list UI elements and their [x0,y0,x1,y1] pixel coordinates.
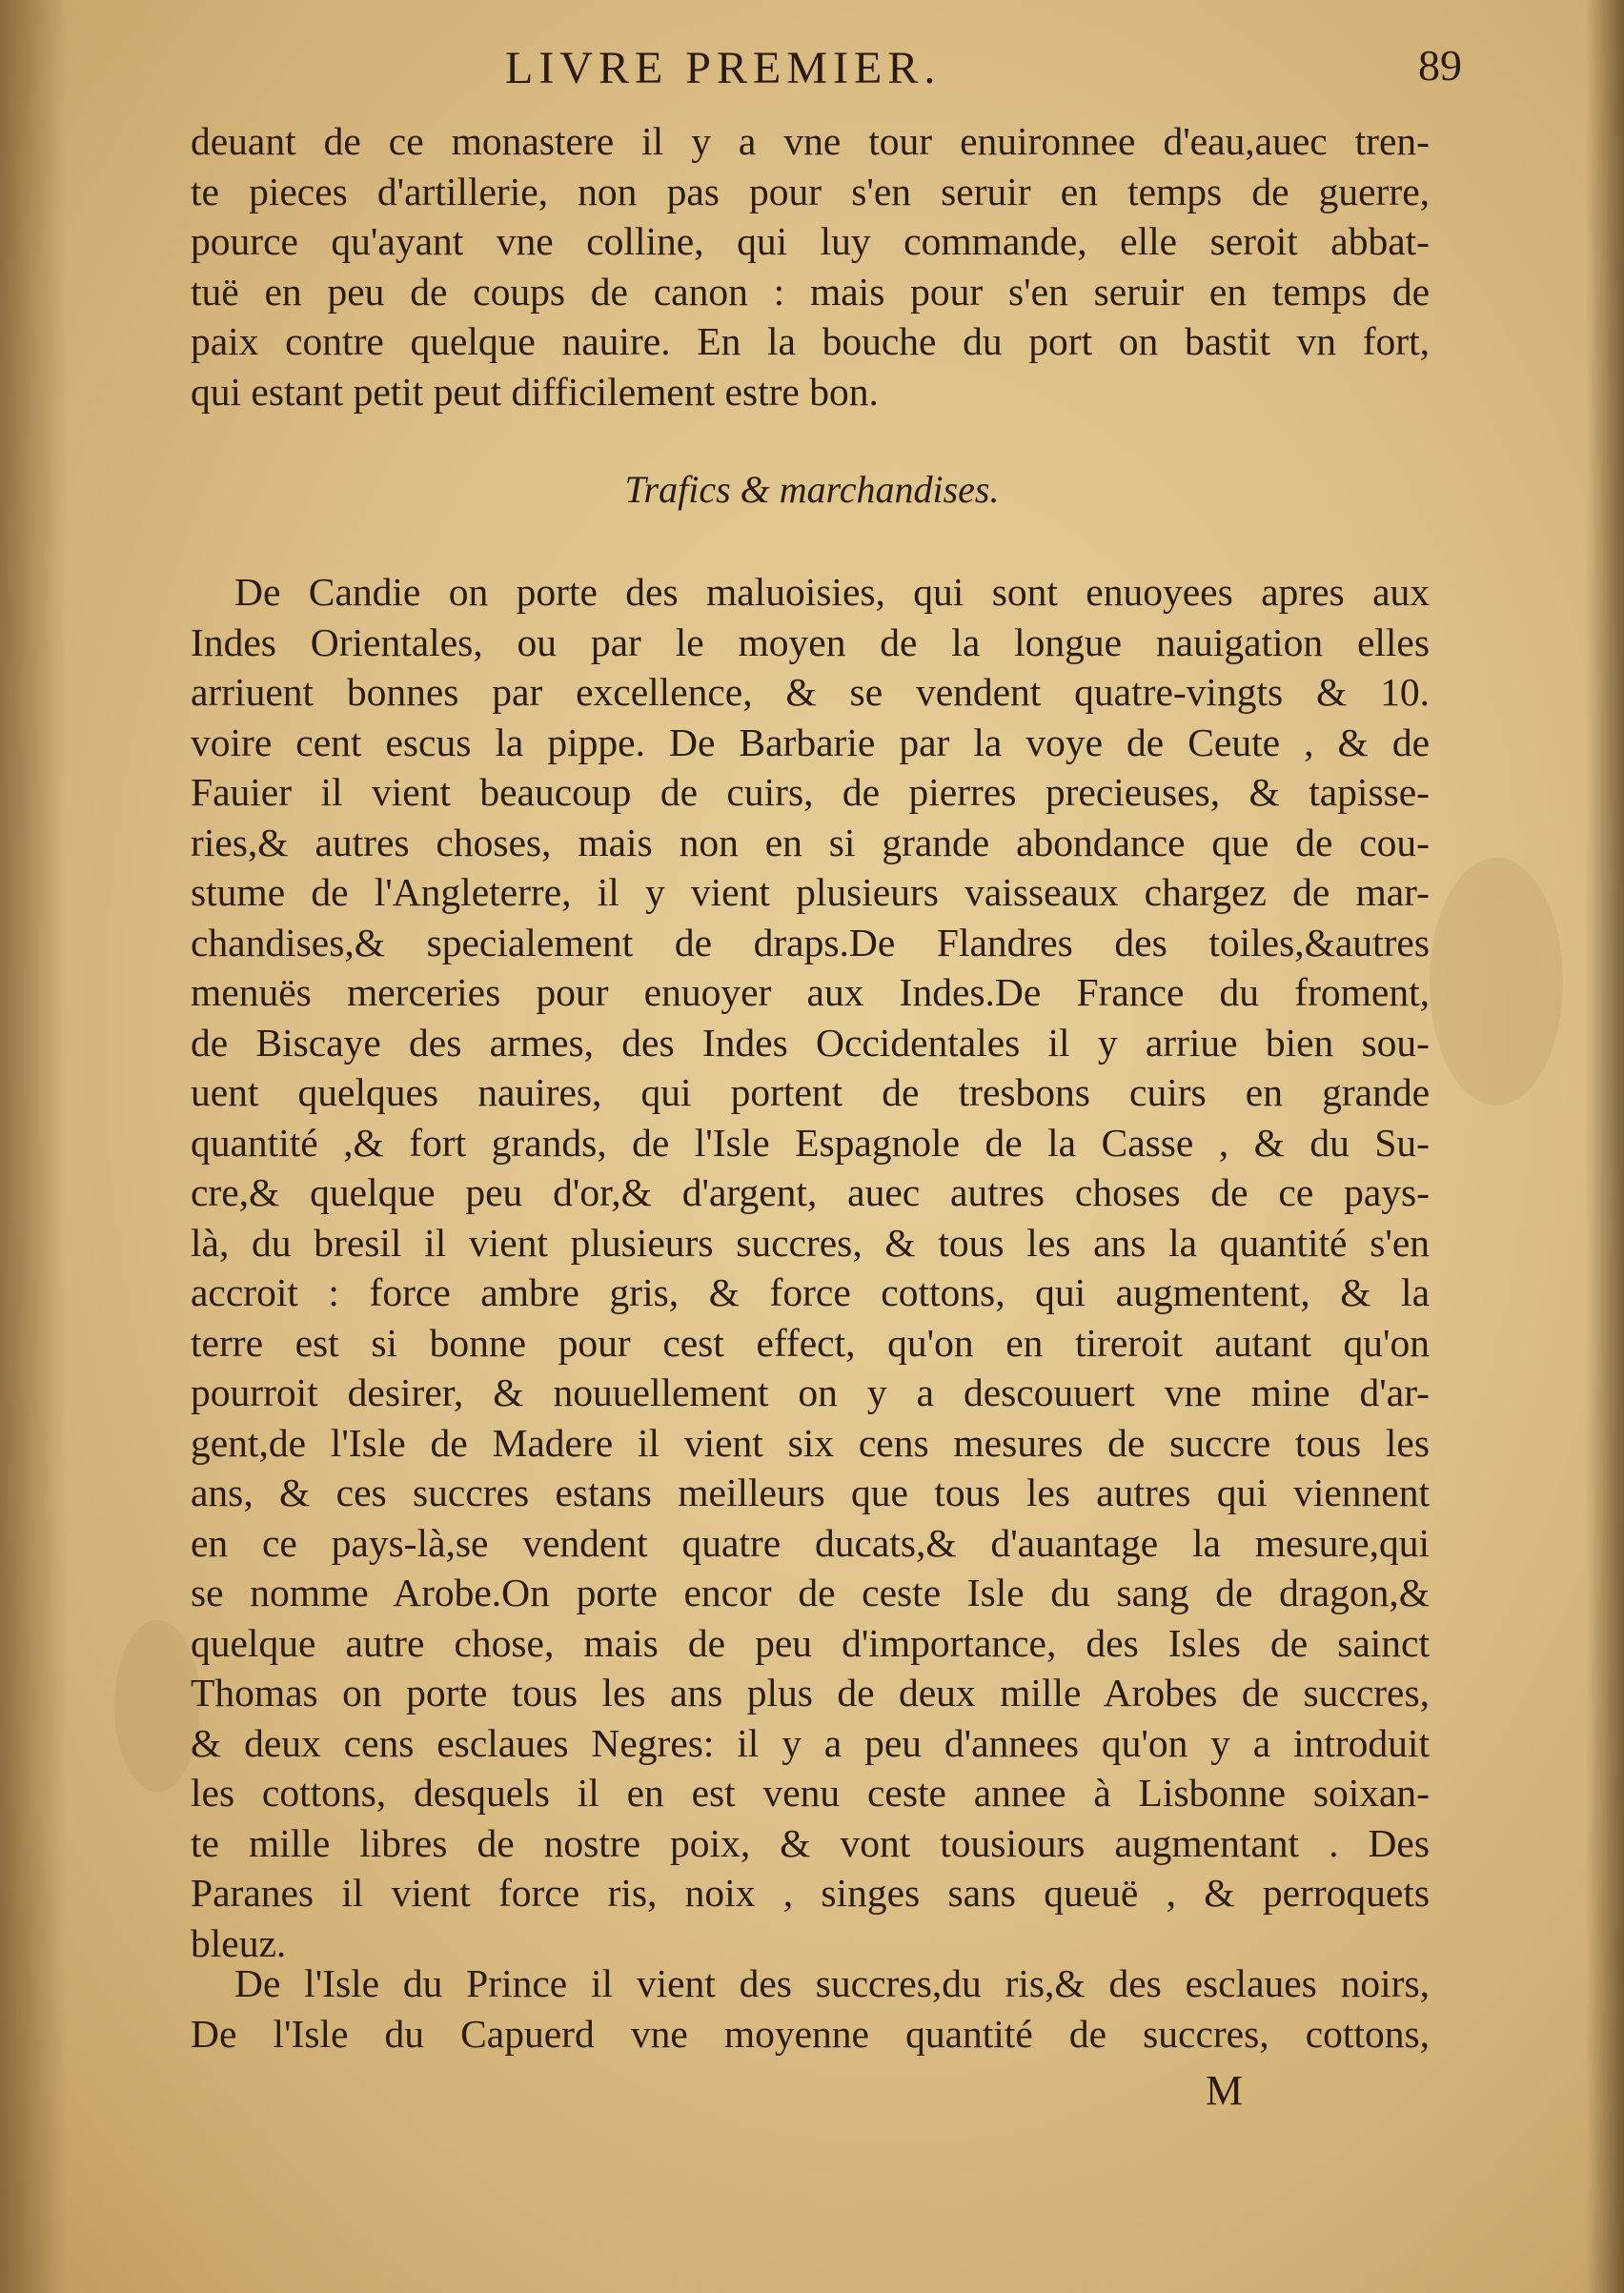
text-line: quelque autre chose, mais de peu d'importance, des Isles de sainct [191,1620,1430,1665]
text-line: te pieces d'artillerie, non pas pour s'en seruir en temps de guerre, [191,169,1430,213]
text-line: te mille libres de nostre poix, & vont tousiours augmentant . Des [191,1820,1430,1865]
text-line: Fauier il vient beaucoup de cuirs, de pierres precieuses, & tapisse- [191,770,1430,814]
page-number: 89 [1418,41,1462,90]
text-line: pourroit desirer, & nouuellement on y a descouuert vne mine d'ar- [191,1370,1430,1414]
paragraph-islands [191,1958,1430,2059]
page-header [191,36,1462,112]
text-line: Indes Orientales, ou par le moyen de la longue nauigation elles [191,619,1430,664]
text-line: quantité ,& fort grands, de l'Isle Espagnole de la Casse , & du Su- [191,1120,1430,1165]
paper-stain [1430,858,1563,1106]
text-line: arriuent bonnes par excellence, & se vendent quatre-vingts & 10. [191,670,1430,714]
text-line: paix contre quelque nauire. En la bouche du port on bastit vn fort, [191,319,1430,363]
paragraph-trade [191,567,1430,1968]
signature-mark: M [1206,2067,1246,2114]
text-line: se nomme Arobe.On porte encor de ceste Isle du sang de dragon,& [191,1571,1430,1614]
text-line: menuës merceries pour enuoyer aux Indes.De France du froment, [191,970,1430,1014]
paragraph-continued [191,116,1430,416]
text-line: accroit : force ambre gris, & force cottons, qui augmentent, & la [191,1270,1430,1314]
text-line: de Biscaye des armes, des Indes Occidentales il y arriue bien sou- [191,1020,1430,1065]
text-line: De Candie on porte des maluoisies, qui sont enuoyees apres aux [234,570,1430,614]
text-line: chandises,& specialement de draps.De Flandres des toiles,&autres [191,920,1430,964]
text-line: ries,& autres choses, mais non en si grande abondance que de cou- [191,820,1430,864]
text-line: Thomas on porte tous les ans plus de deux mille Arobes de succres, [191,1671,1430,1715]
text-line: Paranes il vient force ris, noix , singes sans queuë , & perroquets [191,1871,1430,1915]
text-line: voire cent escus la pippe. De Barbarie par la voye de Ceute , & de [191,720,1430,764]
text-line: tuë en peu de coups de canon : mais pour s'en seruir en temps de [191,269,1430,314]
paper-stain [114,1620,200,1792]
text-line: en ce pays-là,se vendent quatre ducats,& d'auantage la mesure,qui [191,1520,1430,1565]
text-line: ans, & ces succres estans meilleurs que tous les autres qui viennent [191,1471,1430,1514]
text-line: terre est si bonne pour cest effect, qu'on en tireroit autant qu'on [191,1320,1430,1365]
text-line: les cottons, desquels il en est venu ceste annee à Lisbonne soixan- [191,1771,1430,1815]
text-line: stume de l'Angleterre, il y vient plusieurs vaisseaux chargez de mar- [191,870,1430,914]
text-line: uent quelques nauires, qui portent de tresbons cuirs en grande [191,1070,1430,1114]
text-line: De l'Isle du Capuerd vne moyenne quantité de succres, cottons, [191,2011,1430,2056]
text-line: De l'Isle du Prince il vient des succres,du ris,& des esclaues noirs, [234,1961,1430,2005]
text-line: deuant de ce monastere il y a vne tour enuironnee d'eau,auec tren- [191,119,1430,163]
text-line: bleuz. [191,1920,287,1965]
running-head: LIVRE PREMIER. [505,43,942,93]
section-heading: Trafics & marchandises. [624,468,1000,511]
text-line: gent,de l'Isle de Madere il vient six cens mesures de succre tous les [191,1420,1430,1465]
text-line: & deux cens esclaues Negres: il y a peu d'annees qu'on y a introduit [191,1720,1430,1765]
text-line: cre,& quelque peu d'or,& d'argent, auec autres choses de ce pays- [191,1170,1430,1214]
text-line: pource qu'ayant vne colline, qui luy commande, elle seroit abbat- [191,219,1430,263]
text-line: qui estant petit peut difficilement estre bon. [191,369,879,414]
text-line: là, du bresil il vient plusieurs succres, & tous les ans la quantité s'en [191,1220,1430,1265]
